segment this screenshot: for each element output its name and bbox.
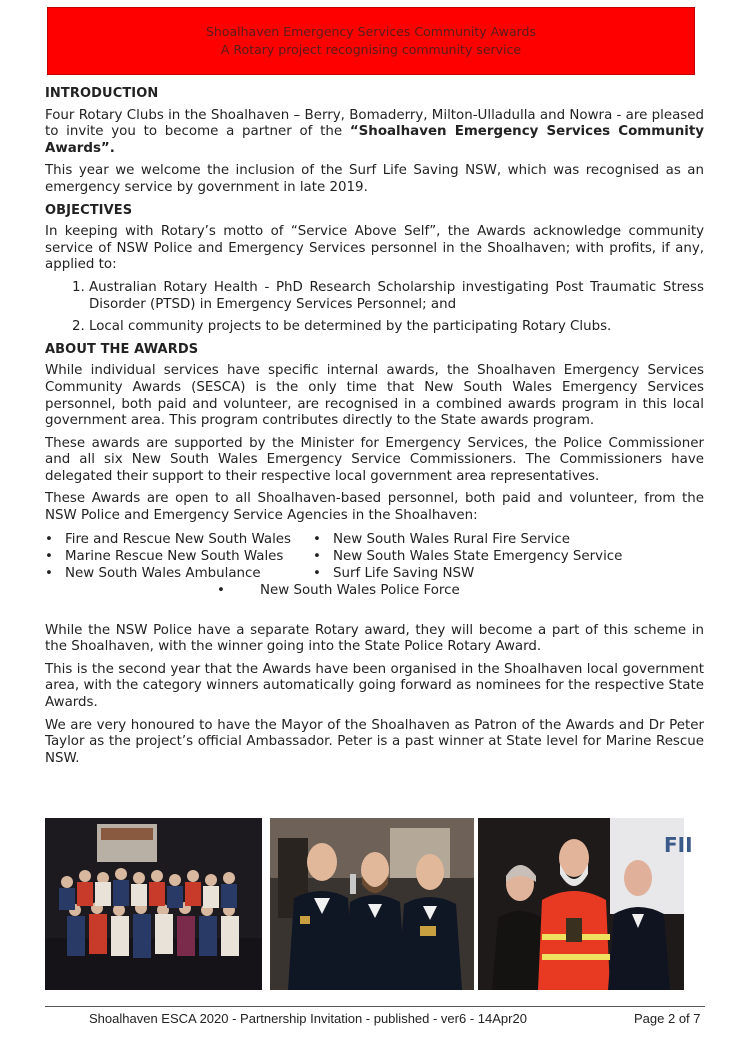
intro-paragraph-2: This year we welcome the inclusion of the Surf Life Saving NSW, which was recognised as an emergency service by government in late 2019. [45,163,704,195]
objectives-list [45,280,704,336]
about-paragraph-4: While the NSW Police have a separate Rotary award, they will become a part of this scheme in the Shoalhaven, with the winner going into the State Police Rotary Award. [45,622,704,655]
banner-title: Shoalhaven Emergency Services Community Awards [206,24,536,39]
awards-name-bold: “Shoalhaven Emergency Services Community Awards”. [45,124,704,156]
service-item: • New South Wales State Emergency Service [313,548,673,565]
about-paragraph-5: This is the second year that the Awards have been organised in the Shoalhaven local government area, with the category winners automatically going forward as nominees for the respective State Awards. [45,661,704,711]
bullet-icon: • [217,582,225,598]
intro-p1-text: Four Rotary Clubs in the Shoalhaven – Berry, Bomaderry, Milton-Ulladulla and Nowra - are pleased to invite you to become a partner of the [45,107,704,140]
intro-heading: INTRODUCTION [45,86,159,101]
service-item: • New South Wales Rural Fire Service [313,531,673,548]
officers-photo [270,818,474,990]
service-item: • Surf Life Saving NSW [313,565,673,582]
objective-item: 1. Australian Rotary Health - PhD Research Scholarship investigating Post Traumatic Stress Disorder (PTSD) in Emergency Services Personnel; and [89,280,704,313]
intro-paragraph-1 [45,108,704,158]
header-banner [47,7,695,75]
about-paragraph-1: While individual services have specific internal awards, the Shoalhaven Emergency Services Community Awards (SESCA) is the only time that New South Wales Emergency Services personnel, both paid and volunteer, are recognised in a combined awards program in this local government area. This program contributes directly to the State awards program. [45,363,704,429]
page-number: Page 2 of 7 [634,1011,701,1026]
service-item-label: New South Wales Police Force [260,582,460,598]
about-paragraph-6: We are very honoured to have the Mayor of the Shoalhaven as Patron of the Awards and Dr Peter Taylor as the project’s official Ambassador. Peter is a past winner at State level for Marine Rescue NSW. [45,717,704,766]
service-item: • New South Wales Ambulance [45,565,313,582]
objective-item: 2. Local community projects to be determined by the participating Rotary Clubs. [89,319,704,336]
group-photo [45,818,262,990]
award-presentation-photo [478,818,693,990]
service-item: • Fire and Rescue New South Wales [45,531,313,548]
service-item: • Marine Rescue New South Wales [45,548,313,565]
objectives-heading: OBJECTIVES [45,202,133,218]
about-paragraph-2: These awards are supported by the Minister for Emergency Services, the Police Commissioner and all six New South Wales Emergency Service Commissioners. The Commissioners have delegated their support to their respective local government area representatives. [45,435,704,484]
photo-strip [45,818,693,990]
background-sign-text: FII [664,833,693,857]
footer-divider [45,1006,705,1007]
about-heading: ABOUT THE AWARDS [45,341,199,357]
footer-text: Shoalhaven ESCA 2020 - Partnership Invitation - published - ver6 - 14Apr20 [89,1011,527,1026]
banner-subtitle: A Rotary project recognising community service [220,42,522,57]
service-item-police [45,582,704,599]
about-paragraph-3: These Awards are open to all Shoalhaven-based personnel, both paid and volunteer, from the NSW Police and Emergency Service Agencies in the Shoalhaven: [45,491,704,524]
objectives-paragraph: In keeping with Rotary’s motto of “Service Above Self”, the Awards acknowledge community service of NSW Police and Emergency Services personnel in the Shoalhaven; with profits, if any, applied to: [45,224,704,273]
main-content [45,86,704,773]
services-list [45,531,704,582]
